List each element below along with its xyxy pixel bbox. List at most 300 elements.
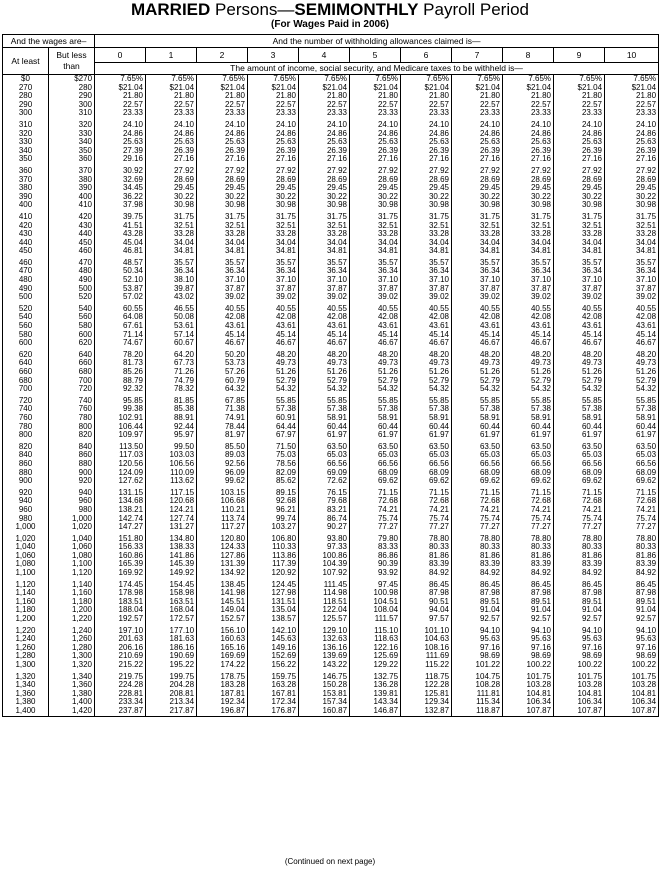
tax-amount-cell: 46.81: [95, 247, 146, 256]
tax-amount-cell: 45.14: [605, 331, 659, 340]
tax-amount-cell: 37.10: [605, 276, 659, 285]
tax-amount-cell: 129.22: [350, 661, 401, 670]
page-subtitle: (For Wages Paid in 2006): [271, 19, 389, 30]
wage-at-least-cell: 350: [3, 155, 49, 164]
tax-amount-cell: 58.91: [605, 414, 659, 423]
wage-less-than-cell: 440: [49, 230, 95, 239]
tax-amount-cell: 7.65%: [146, 75, 197, 84]
tax-amount-cell: 122.16: [350, 644, 401, 653]
tax-amount-cell: 21.80: [605, 92, 659, 101]
tax-amount-cell: 228.81: [95, 690, 146, 699]
tax-amount-cell: 43.61: [248, 322, 299, 331]
tax-amount-cell: 78.44: [197, 423, 248, 432]
tax-amount-cell: 163.51: [146, 598, 197, 607]
tax-amount-cell: 69.62: [503, 477, 554, 486]
tax-amount-cell: 30.22: [452, 193, 503, 202]
tax-amount-cell: 106.56: [146, 460, 197, 469]
tax-amount-cell: 60.44: [350, 423, 401, 432]
wage-at-least-cell: 1,000: [3, 523, 49, 532]
tax-amount-cell: 48.57: [95, 256, 146, 268]
wage-less-than-cell: 640: [49, 348, 95, 360]
table-body: [3, 75, 659, 717]
tax-amount-cell: 35.57: [452, 256, 503, 268]
tax-amount-cell: 22.57: [299, 101, 350, 110]
wage-at-least-cell: 1,340: [3, 681, 49, 690]
tax-amount-cell: 63.50: [350, 440, 401, 452]
tax-amount-cell: 91.04: [605, 606, 659, 615]
wage-at-least-cell: $0: [3, 75, 49, 84]
wage-at-least-cell: 1,120: [3, 578, 49, 590]
tax-amount-cell: 106.68: [197, 497, 248, 506]
tax-amount-cell: 100.86: [299, 552, 350, 561]
table-row: [3, 523, 659, 532]
tax-amount-cell: 68.09: [503, 469, 554, 478]
tax-amount-cell: 35.57: [554, 256, 605, 268]
tax-amount-cell: 97.16: [452, 644, 503, 653]
tax-amount-cell: 104.51: [350, 598, 401, 607]
tax-amount-cell: 46.67: [401, 339, 452, 348]
tax-amount-cell: 78.20: [95, 348, 146, 360]
tax-amount-cell: 24.10: [350, 118, 401, 130]
tax-amount-cell: 24.86: [248, 130, 299, 139]
tax-amount-cell: 43.61: [503, 322, 554, 331]
wage-less-than-cell: 1,320: [49, 661, 95, 670]
tax-amount-cell: 45.14: [554, 331, 605, 340]
table-row: [3, 339, 659, 348]
wages-header: And the wages are–: [3, 35, 95, 48]
tax-amount-cell: 145.63: [248, 635, 299, 644]
tax-amount-cell: 34.04: [197, 239, 248, 248]
tax-amount-cell: 24.10: [554, 118, 605, 130]
tax-amount-cell: 24.86: [554, 130, 605, 139]
tax-amount-cell: 136.16: [299, 644, 350, 653]
tax-amount-cell: 31.75: [503, 210, 554, 222]
tax-amount-cell: 55.85: [299, 394, 350, 406]
tax-amount-cell: 168.04: [146, 606, 197, 615]
tax-amount-cell: 103.15: [197, 486, 248, 498]
tax-amount-cell: 167.81: [248, 690, 299, 699]
tax-amount-cell: 92.57: [452, 615, 503, 624]
wage-at-least-cell: 420: [3, 222, 49, 231]
tax-amount-cell: $21.04: [503, 84, 554, 93]
tax-amount-cell: 60.55: [95, 302, 146, 314]
tax-amount-cell: 30.98: [299, 201, 350, 210]
tax-amount-cell: 154.45: [146, 578, 197, 590]
tax-amount-cell: 46.55: [146, 302, 197, 314]
wage-at-least-cell: 640: [3, 359, 49, 368]
tax-amount-cell: $21.04: [197, 84, 248, 93]
tax-amount-cell: 67.61: [95, 322, 146, 331]
tax-amount-cell: 60.44: [452, 423, 503, 432]
tax-amount-cell: 60.79: [197, 377, 248, 386]
tax-amount-cell: 40.55: [248, 302, 299, 314]
wage-less-than-cell: 520: [49, 293, 95, 302]
tax-amount-cell: 113.86: [248, 552, 299, 561]
tax-amount-cell: 40.55: [452, 302, 503, 314]
tax-amount-cell: 27.92: [605, 164, 659, 176]
wage-at-least-cell: 270: [3, 84, 49, 93]
tax-amount-cell: 51.26: [401, 368, 452, 377]
tax-amount-cell: 25.63: [248, 138, 299, 147]
tax-amount-cell: 139.69: [299, 652, 350, 661]
tax-amount-cell: 66.56: [299, 460, 350, 469]
header-row-3: [3, 63, 659, 75]
tax-amount-cell: 55.85: [401, 394, 452, 406]
tax-amount-cell: 215.22: [95, 661, 146, 670]
wage-less-than-cell: 310: [49, 109, 95, 118]
tax-amount-cell: 58.91: [350, 414, 401, 423]
tax-amount-cell: 64.08: [95, 313, 146, 322]
wage-less-than-cell: 360: [49, 155, 95, 164]
wage-less-than-cell: 1,220: [49, 615, 95, 624]
tax-amount-cell: 63.50: [605, 440, 659, 452]
tax-amount-cell: 146.87: [350, 707, 401, 716]
tax-amount-cell: 52.79: [299, 377, 350, 386]
wage-less-than-cell: 1,000: [49, 515, 95, 524]
tax-amount-cell: 86.45: [452, 578, 503, 590]
tax-amount-cell: 129.10: [299, 624, 350, 636]
tax-amount-cell: 76.15: [299, 486, 350, 498]
tax-amount-cell: 103.28: [605, 681, 659, 690]
tax-amount-cell: 72.68: [350, 497, 401, 506]
tax-amount-cell: 22.57: [401, 101, 452, 110]
tax-amount-cell: 88.79: [95, 377, 146, 386]
tax-amount-cell: 46.67: [350, 339, 401, 348]
tax-amount-cell: 29.45: [350, 184, 401, 193]
tax-amount-cell: 35.57: [401, 256, 452, 268]
tax-amount-cell: 80.33: [452, 543, 503, 552]
tax-amount-cell: 37.10: [197, 276, 248, 285]
tax-amount-cell: 30.22: [503, 193, 554, 202]
table-row: [3, 569, 659, 578]
tax-amount-cell: 142.10: [248, 624, 299, 636]
amount-header: The amount of income, social security, and Medicare taxes to be withheld is—: [95, 63, 659, 75]
tax-amount-cell: 125.69: [350, 652, 401, 661]
wage-at-least-cell: 660: [3, 368, 49, 377]
tax-amount-cell: 66.56: [401, 460, 452, 469]
tax-amount-cell: 31.75: [554, 210, 605, 222]
tax-amount-cell: 40.55: [299, 302, 350, 314]
tax-amount-cell: 63.50: [452, 440, 503, 452]
tax-amount-cell: 152.57: [197, 615, 248, 624]
tax-amount-cell: 150.28: [299, 681, 350, 690]
table-row: [3, 155, 659, 164]
tax-amount-cell: 100.22: [554, 661, 605, 670]
tax-amount-cell: 30.98: [605, 201, 659, 210]
tax-amount-cell: 21.80: [554, 92, 605, 101]
tax-amount-cell: 43.61: [197, 322, 248, 331]
tax-amount-cell: $21.04: [248, 84, 299, 93]
wage-less-than-cell: 410: [49, 201, 95, 210]
tax-amount-cell: 149.16: [248, 644, 299, 653]
table-row: [3, 210, 659, 222]
wage-less-than-cell: 960: [49, 497, 95, 506]
wage-at-least-cell: 1,020: [3, 532, 49, 544]
tax-amount-cell: 74.21: [452, 506, 503, 515]
wage-at-least-cell: 960: [3, 506, 49, 515]
tax-amount-cell: 106.44: [95, 423, 146, 432]
tax-amount-cell: 55.85: [503, 394, 554, 406]
tax-amount-cell: 83.39: [605, 560, 659, 569]
tax-amount-cell: 24.86: [503, 130, 554, 139]
wage-at-least-cell: 1,400: [3, 707, 49, 716]
wage-at-least-cell: 440: [3, 239, 49, 248]
tax-amount-cell: 31.75: [401, 210, 452, 222]
tax-amount-cell: 34.04: [299, 239, 350, 248]
tax-amount-cell: 142.74: [95, 515, 146, 524]
tax-amount-cell: 27.39: [95, 147, 146, 156]
tax-amount-cell: 24.86: [452, 130, 503, 139]
tax-amount-cell: 74.67: [95, 339, 146, 348]
tax-amount-cell: 71.14: [95, 331, 146, 340]
tax-amount-cell: 64.44: [248, 423, 299, 432]
tax-amount-cell: 80.33: [401, 543, 452, 552]
tax-amount-cell: 69.09: [299, 469, 350, 478]
wage-less-than-cell: 920: [49, 477, 95, 486]
wage-less-than-cell: 1,280: [49, 644, 95, 653]
tax-amount-cell: 25.63: [452, 138, 503, 147]
tax-amount-cell: $21.04: [452, 84, 503, 93]
tax-amount-cell: 34.04: [503, 239, 554, 248]
tax-amount-cell: 28.69: [146, 176, 197, 185]
tax-amount-cell: 183.51: [95, 598, 146, 607]
tax-amount-cell: 25.63: [503, 138, 554, 147]
wage-at-least-cell: 920: [3, 486, 49, 498]
table-row: [3, 293, 659, 302]
wage-less-than-cell: 490: [49, 276, 95, 285]
wage-at-least-cell: 740: [3, 405, 49, 414]
tax-amount-cell: 213.34: [146, 698, 197, 707]
tax-amount-cell: 77.27: [401, 523, 452, 532]
tax-amount-cell: 30.22: [299, 193, 350, 202]
tax-amount-cell: 37.87: [401, 285, 452, 294]
tax-amount-cell: 22.57: [350, 101, 401, 110]
tax-amount-cell: 24.10: [197, 118, 248, 130]
tax-amount-cell: 46.67: [503, 339, 554, 348]
wage-less-than-cell: 800: [49, 423, 95, 432]
wage-less-than-cell: 860: [49, 451, 95, 460]
tax-amount-cell: 46.67: [299, 339, 350, 348]
wage-at-least-cell: 340: [3, 147, 49, 156]
tax-amount-cell: 84.92: [401, 569, 452, 578]
tax-amount-cell: 75.74: [605, 515, 659, 524]
tax-amount-cell: 29.45: [146, 184, 197, 193]
tax-amount-cell: 42.08: [248, 313, 299, 322]
tax-amount-cell: 81.86: [401, 552, 452, 561]
tax-amount-cell: 122.04: [299, 606, 350, 615]
tax-amount-cell: 134.80: [146, 532, 197, 544]
tax-amount-cell: 132.63: [299, 635, 350, 644]
tax-amount-cell: 81.97: [197, 431, 248, 440]
wage-less-than-cell: 280: [49, 84, 95, 93]
tax-amount-cell: 183.28: [197, 681, 248, 690]
tax-amount-cell: 39.02: [197, 293, 248, 302]
tax-amount-cell: 69.62: [554, 477, 605, 486]
tax-amount-cell: 48.20: [503, 348, 554, 360]
tax-amount-cell: 124.45: [248, 578, 299, 590]
table-row: [3, 118, 659, 130]
tax-amount-cell: 153.81: [299, 690, 350, 699]
tax-amount-cell: 74.21: [503, 506, 554, 515]
tax-amount-cell: 65.03: [401, 451, 452, 460]
tax-amount-cell: 33.28: [452, 230, 503, 239]
wage-less-than-cell: 500: [49, 285, 95, 294]
tax-amount-cell: 84.92: [452, 569, 503, 578]
wage-at-least-cell: 540: [3, 313, 49, 322]
tax-amount-cell: 27.16: [503, 155, 554, 164]
tax-amount-cell: 118.63: [350, 635, 401, 644]
tax-amount-cell: 92.57: [605, 615, 659, 624]
wage-at-least-cell: 880: [3, 469, 49, 478]
tax-amount-cell: 27.92: [401, 164, 452, 176]
tax-amount-cell: 66.56: [605, 460, 659, 469]
wage-at-least-cell: 1,180: [3, 606, 49, 615]
tax-amount-cell: 39.02: [503, 293, 554, 302]
wage-at-least-cell: 490: [3, 285, 49, 294]
tax-amount-cell: 61.97: [554, 431, 605, 440]
tax-amount-cell: 23.33: [554, 109, 605, 118]
tax-amount-cell: 57.38: [401, 405, 452, 414]
tax-amount-cell: 74.21: [401, 506, 452, 515]
tax-amount-cell: 49.73: [350, 359, 401, 368]
tax-amount-cell: 28.69: [605, 176, 659, 185]
tax-amount-cell: 27.16: [146, 155, 197, 164]
tax-amount-cell: 77.27: [452, 523, 503, 532]
tax-amount-cell: 25.63: [299, 138, 350, 147]
tax-amount-cell: 25.63: [605, 138, 659, 147]
tax-amount-cell: 22.57: [503, 101, 554, 110]
tax-amount-cell: 24.86: [197, 130, 248, 139]
tax-amount-cell: 96.09: [197, 469, 248, 478]
tax-amount-cell: 26.39: [248, 147, 299, 156]
wage-less-than-cell: 470: [49, 256, 95, 268]
tax-amount-cell: 152.69: [248, 652, 299, 661]
tax-amount-cell: 34.04: [401, 239, 452, 248]
tax-amount-cell: 29.45: [299, 184, 350, 193]
tax-amount-cell: 35.57: [248, 256, 299, 268]
tax-amount-cell: 37.87: [554, 285, 605, 294]
tax-amount-cell: 61.97: [452, 431, 503, 440]
tax-amount-cell: 52.79: [554, 377, 605, 386]
wage-less-than-cell: 1,120: [49, 569, 95, 578]
tax-amount-cell: 61.97: [401, 431, 452, 440]
tax-amount-cell: 32.51: [554, 222, 605, 231]
wage-at-least-cell: 280: [3, 92, 49, 101]
tax-amount-cell: 54.32: [605, 385, 659, 394]
tax-amount-cell: 84.92: [554, 569, 605, 578]
tax-amount-cell: 34.81: [248, 247, 299, 256]
page-title: [0, 0, 660, 20]
tax-amount-cell: 90.39: [350, 560, 401, 569]
tax-amount-cell: 33.28: [554, 230, 605, 239]
tax-amount-cell: 22.57: [605, 101, 659, 110]
tax-amount-cell: 192.57: [95, 615, 146, 624]
tax-amount-cell: 97.16: [605, 644, 659, 653]
title-married: MARRIED: [130, 0, 211, 19]
tax-amount-cell: 75.74: [452, 515, 503, 524]
tax-amount-cell: 90.27: [299, 523, 350, 532]
tax-amount-cell: 26.39: [452, 147, 503, 156]
tax-amount-cell: 39.02: [452, 293, 503, 302]
tax-amount-cell: 77.27: [350, 523, 401, 532]
tax-amount-cell: 156.22: [248, 661, 299, 670]
tax-amount-cell: 106.34: [605, 698, 659, 707]
tax-amount-cell: 206.16: [95, 644, 146, 653]
tax-amount-cell: 24.10: [503, 118, 554, 130]
tax-amount-cell: 7.65%: [605, 75, 659, 84]
wage-at-least-cell: 1,260: [3, 644, 49, 653]
tax-amount-cell: 42.08: [350, 313, 401, 322]
tax-amount-cell: 147.27: [95, 523, 146, 532]
but-less-than-header: But less than: [49, 48, 95, 75]
tax-amount-cell: $21.04: [401, 84, 452, 93]
tax-amount-cell: 26.39: [605, 147, 659, 156]
tax-amount-cell: 98.69: [554, 652, 605, 661]
tax-amount-cell: 131.51: [248, 598, 299, 607]
tax-amount-cell: 45.14: [350, 331, 401, 340]
tax-amount-cell: 65.03: [503, 451, 554, 460]
tax-amount-cell: 43.61: [452, 322, 503, 331]
tax-amount-cell: $21.04: [350, 84, 401, 93]
tax-amount-cell: 117.39: [248, 560, 299, 569]
wage-less-than-cell: 370: [49, 164, 95, 176]
tax-amount-cell: 87.98: [554, 589, 605, 598]
tax-amount-cell: 37.10: [452, 276, 503, 285]
tax-amount-cell: 187.81: [197, 690, 248, 699]
tax-amount-cell: 23.33: [401, 109, 452, 118]
table-row: [3, 385, 659, 394]
tax-amount-cell: 77.27: [554, 523, 605, 532]
wage-less-than-cell: 840: [49, 440, 95, 452]
tax-amount-cell: 68.09: [350, 469, 401, 478]
tax-amount-cell: 95.85: [95, 394, 146, 406]
tax-amount-cell: 160.87: [299, 707, 350, 716]
tax-amount-cell: 39.02: [350, 293, 401, 302]
tax-amount-cell: 93.92: [350, 569, 401, 578]
tax-amount-cell: 61.97: [350, 431, 401, 440]
tax-amount-cell: 49.73: [248, 359, 299, 368]
tax-amount-cell: 46.67: [197, 339, 248, 348]
tax-amount-cell: 81.73: [95, 359, 146, 368]
tax-amount-cell: 107.87: [605, 707, 659, 716]
tax-amount-cell: 68.09: [452, 469, 503, 478]
tax-amount-cell: 24.86: [350, 130, 401, 139]
tax-amount-cell: 35.57: [605, 256, 659, 268]
tax-amount-cell: $21.04: [554, 84, 605, 93]
tax-amount-cell: 101.75: [503, 670, 554, 682]
tax-amount-cell: 37.87: [248, 285, 299, 294]
tax-amount-cell: 42.08: [299, 313, 350, 322]
tax-amount-cell: 67.73: [146, 359, 197, 368]
wage-less-than-cell: 1,260: [49, 635, 95, 644]
tax-amount-cell: 39.02: [299, 293, 350, 302]
tax-amount-cell: 86.74: [299, 515, 350, 524]
tax-amount-cell: 37.87: [605, 285, 659, 294]
tax-amount-cell: 23.33: [605, 109, 659, 118]
tax-amount-cell: 97.57: [401, 615, 452, 624]
wage-at-least-cell: 1,280: [3, 652, 49, 661]
tax-amount-cell: 55.85: [248, 394, 299, 406]
wage-less-than-cell: 400: [49, 193, 95, 202]
tax-amount-cell: 21.80: [197, 92, 248, 101]
tax-amount-cell: 25.63: [554, 138, 605, 147]
tax-amount-cell: 26.39: [350, 147, 401, 156]
tax-amount-cell: 52.79: [350, 377, 401, 386]
tax-amount-cell: 43.28: [95, 230, 146, 239]
tax-amount-cell: 50.20: [197, 348, 248, 360]
tax-amount-cell: 36.34: [401, 267, 452, 276]
tax-amount-cell: 86.45: [401, 578, 452, 590]
